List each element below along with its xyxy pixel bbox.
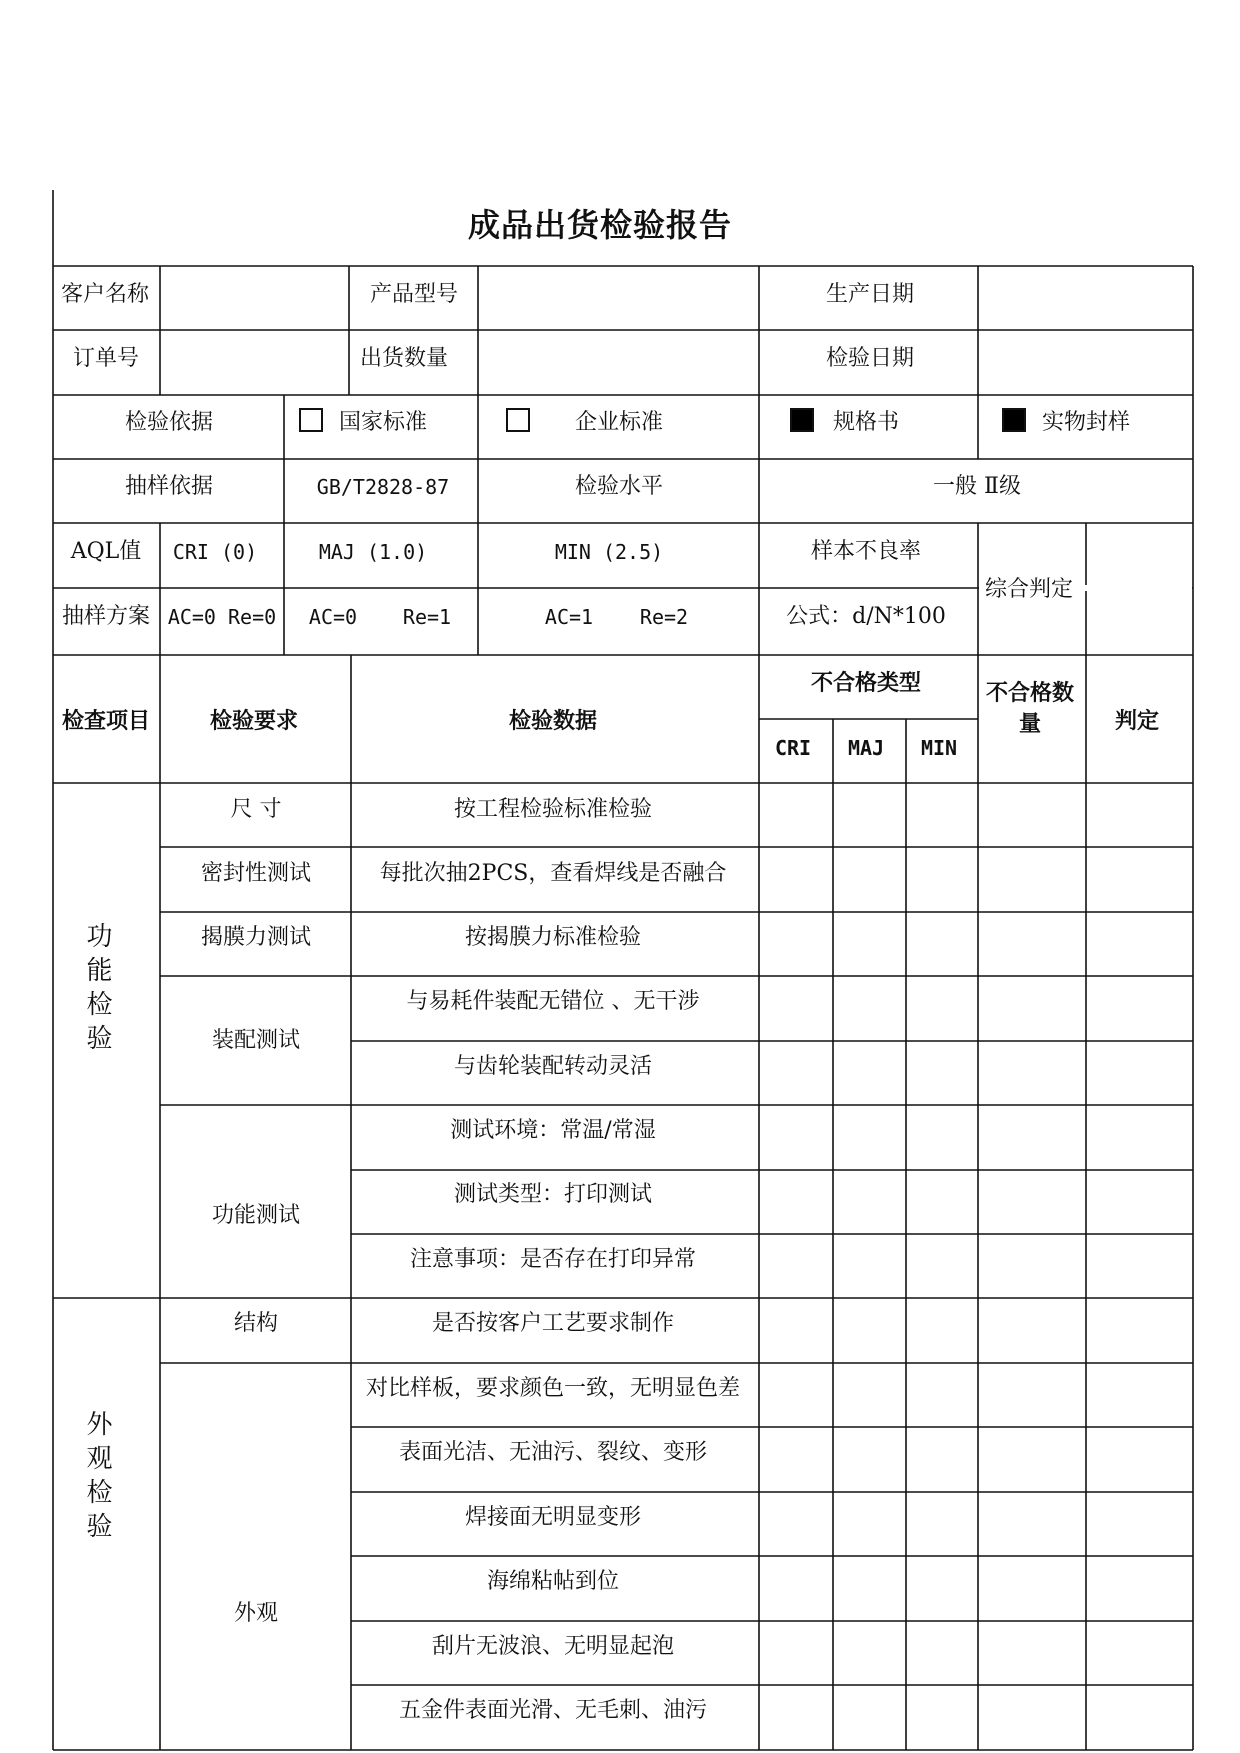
data-function-2: 测试类型：打印测试	[453, 1182, 653, 1207]
data-appearance-6: 五金件表面光滑、无毛刺、油污	[398, 1698, 708, 1723]
data-appearance-5: 刮片无波浪、无明显起泡	[431, 1634, 675, 1659]
product-model-label: 产品型号	[369, 282, 459, 307]
plan-maj-ac: AC=0	[308, 605, 358, 629]
col-header-data: 检验数据	[508, 709, 598, 734]
inspection-level-label: 检验水平	[574, 474, 664, 499]
plan-min-re: Re=2	[639, 605, 689, 629]
col-header-defect-type: 不合格类型	[810, 671, 922, 696]
col-header-cri: CRI	[774, 736, 812, 760]
shipment-qty-label: 出货数量	[359, 346, 449, 371]
customer-name-label: 客户名称	[60, 282, 150, 307]
data-appearance-3: 焊接面无明显变形	[464, 1505, 642, 1530]
col-header-requirement: 检验要求	[209, 709, 299, 734]
inspection-level-value: 一般 Ⅱ级	[933, 474, 1021, 499]
sampling-basis-label: 抽样依据	[124, 474, 214, 499]
enterprise-standard-label: 企业标准	[574, 410, 664, 435]
data-peel-test: 按揭膜力标准检验	[464, 925, 642, 950]
data-structure: 是否按客户工艺要求制作	[431, 1311, 675, 1336]
specification-checkbox[interactable]	[790, 408, 814, 432]
data-function-3: 注意事项：是否存在打印异常	[409, 1247, 697, 1272]
col-header-item: 检查项目	[61, 709, 151, 734]
data-size: 按工程检验标准检验	[453, 797, 653, 822]
aql-label: AQL值	[70, 539, 142, 564]
data-appearance-4: 海绵粘帖到位	[486, 1569, 620, 1594]
col-header-defect-qty: 不合格数量	[985, 681, 1074, 737]
sampling-basis-value: GB/T2828-87	[316, 475, 450, 499]
plan-maj-re: Re=1	[402, 605, 452, 629]
col-header-judgement: 判定	[1114, 709, 1160, 734]
section-name-appearance: 外观检验	[82, 1410, 112, 1546]
data-appearance-2: 表面光洁、无油污、裂纹、变形	[398, 1440, 708, 1465]
defect-rate-formula: 公式：d/N*100	[786, 604, 946, 629]
requirement-appearance: 外观	[233, 1601, 279, 1626]
data-assembly-1: 与易耗件装配无错位 、无干涉	[406, 989, 700, 1014]
requirement-assembly-test: 装配测试	[211, 1028, 301, 1053]
data-function-1: 测试环境：常温/常湿	[450, 1118, 656, 1143]
col-header-maj: MAJ	[847, 736, 885, 760]
plan-min-ac: AC=1	[544, 605, 594, 629]
plan-cri-value: AC=0 Re=0	[167, 605, 277, 629]
data-appearance-1: 对比样板，要求颜色一致，无明显色差	[365, 1376, 741, 1401]
national-standard-checkbox[interactable]	[299, 408, 323, 432]
physical-sample-label: 实物封样	[1041, 410, 1131, 435]
sampling-plan-label: 抽样方案	[61, 604, 151, 629]
national-standard-label: 国家标准	[338, 410, 428, 435]
inspection-date-label: 检验日期	[825, 346, 915, 371]
overall-judgement-label: 综合判定	[984, 577, 1074, 602]
requirement-function-test: 功能测试	[211, 1203, 301, 1228]
production-date-label: 生产日期	[825, 282, 915, 307]
specification-label: 规格书	[832, 410, 900, 435]
order-no-label: 订单号	[72, 346, 140, 371]
col-header-min: MIN	[920, 736, 958, 760]
data-assembly-2: 与齿轮装配转动灵活	[453, 1054, 653, 1079]
requirement-size: 尺 寸	[230, 797, 282, 822]
defect-rate-label: 样本不良率	[810, 539, 922, 564]
page-title: 成品出货检验报告	[467, 206, 733, 244]
aql-min-value: MIN (2.5)	[554, 540, 664, 564]
physical-sample-checkbox[interactable]	[1002, 408, 1026, 432]
requirement-seal-test: 密封性测试	[200, 861, 312, 886]
requirement-structure: 结构	[233, 1311, 279, 1336]
enterprise-standard-checkbox[interactable]	[506, 408, 530, 432]
section-name-function: 功能检验	[82, 922, 112, 1058]
requirement-peel-test: 揭膜力测试	[200, 925, 312, 950]
data-seal-test: 每批次抽2PCS，查看焊线是否融合	[379, 861, 727, 886]
aql-cri-value: CRI (0)	[172, 540, 258, 564]
inspection-basis-label: 检验依据	[124, 410, 214, 435]
aql-maj-value: MAJ (1.0)	[318, 540, 428, 564]
